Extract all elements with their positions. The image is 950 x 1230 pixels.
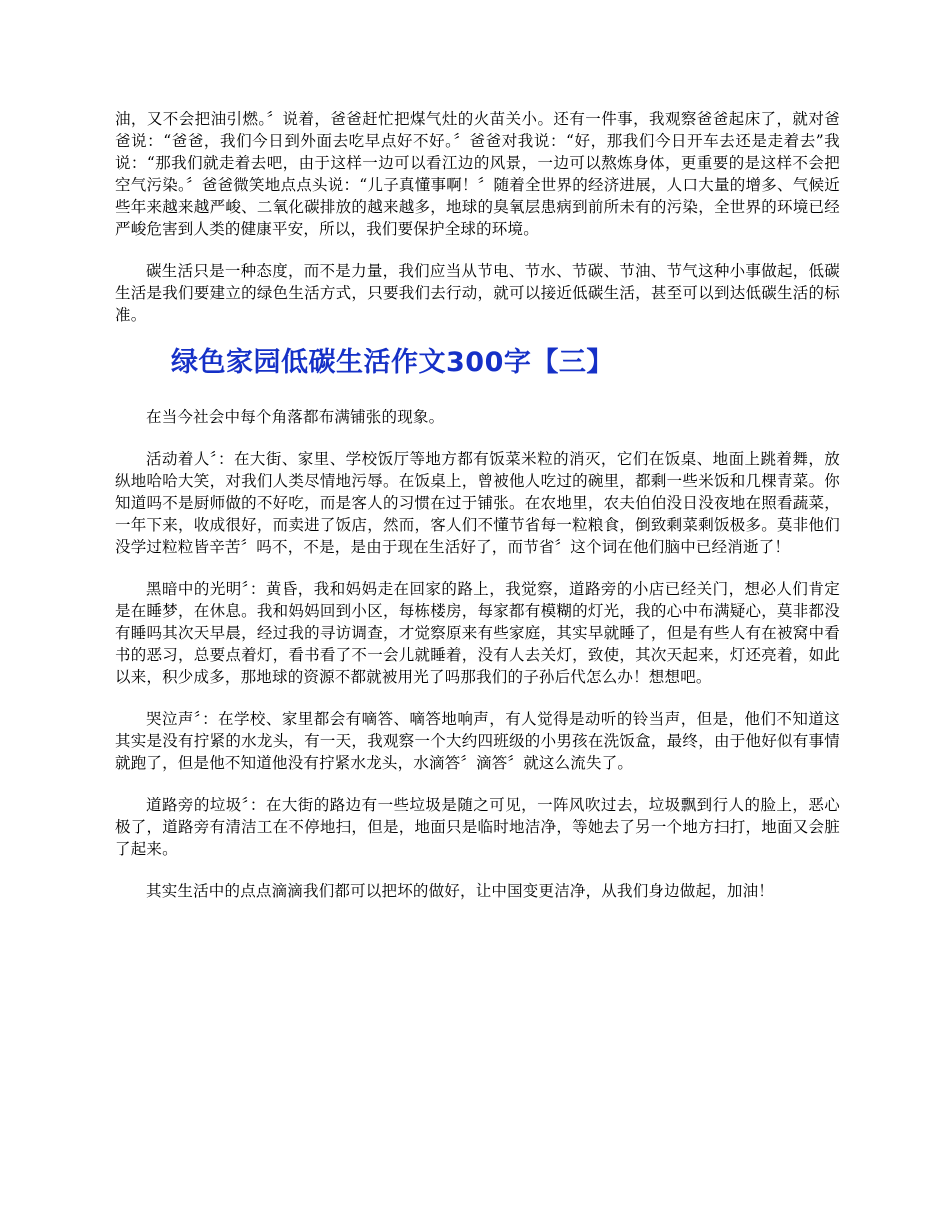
paragraph-food-waste: 活动着人〞：在大街、家里、学校饭厅等地方都有饭菜米粒的消灭，它们在饭桌、地面上跳着舞，放纵地哈哈大笑，对我们人类尽情地污辱。在饭桌上，曾被他人吃过的碗里，都剩一些米饭和几棵青菜。你知道吗不是厨师做的不好吃，而是客人的习惯在过于铺张。在农地里，农夫伯伯没日没夜地在照看蔬菜，一年下来，收成很好，而卖进了饭店，然而，客人们不懂节省每一粒粮食，倒致剩菜剩饭极多。莫非他们没学过粒粒皆辛苦〞吗不，不是，是由于现在生活好了，而节省〞这个词在他们脑中已经消逝了！ bbox=[115, 450, 840, 556]
paragraph-lights-waste: 黑暗中的光明〞：黄昏，我和妈妈走在回家的路上，我觉察，道路旁的小店已经关门，想必人们肯定是在睡梦，在休息。我和妈妈回到小区，每栋楼房，每家都有模糊的灯光，我的心中布满疑心，莫非都没有睡吗其次天早晨，经过我的寻访调查，才觉察原来有些家庭，其实早就睡了，但是有些人有在被窝中看书的恶习，总要点着灯，看书看了不一会儿就睡着，没有人去关灯，致使，其次天起来，灯还亮着，如此以来，积少成多，那地球的资源不都就被用光了吗那我们的子孙后代怎么办！想想吧。 bbox=[115, 580, 840, 686]
paragraph-continuation: 油，又不会把油引燃。〞说着，爸爸赶忙把煤气灶的火苗关小。还有一件事，我观察爸爸起床了，就对爸爸说：“爸爸，我们今日到外面去吃早点好不好。〞爸爸对我说：“好，那我们今日开车去还是走着去”我说：“那我们就走着去吧，由于这样一边可以看江边的风景，一边可以熬炼身体，更重要的是这样不会把空气污染。〞爸爸微笑地点点头说：“儿子真懂事啊！〞随着全世界的经济进展，人口大量的增多、气候近些年来越来越严峻、二氧化碳排放的越来越多，地球的臭氧层患病到前所未有的污染，全世界的环境已经严峻危害到人类的健康平安，所以，我们要保护全球的环境。 bbox=[115, 110, 840, 238]
paragraph-conclusion: 其实生活中的点点滴滴我们都可以把坏的做好，让中国变更洁净，从我们身边做起，加油！ bbox=[146, 882, 775, 900]
paragraph-roadside-garbage: 道路旁的垃圾〞：在大街的路边有一些垃圾是随之可见，一阵风吹过去，垃圾飘到行人的脸上，恶心极了，道路旁有清洁工在不停地扫，但是，地面只是临时地洁净，等她去了另一个地方扫打，地面又会脏了起来。 bbox=[115, 796, 840, 858]
document-page bbox=[115, 108, 840, 922]
paragraph-low-carbon-attitude: 碳生活只是一种态度，而不是力量，我们应当从节电、节水、节碳、节油、节气这种小事做起，低碳生活是我们要建立的绿色生活方式，只要我们去行动，就可以接近低碳生活，甚至可以到达低碳生活的标准。 bbox=[115, 262, 840, 324]
section-title: 绿色家园低碳生活作文300字【三】 bbox=[171, 347, 614, 378]
paragraph-intro: 在当今社会中每个角落都布满铺张的现象。 bbox=[146, 408, 445, 426]
paragraph-water-waste: 哭泣声〞：在学校、家里都会有嘀答、嘀答地响声，有人觉得是动听的铃当声，但是，他们不知道这其实是没有拧紧的水龙头，有一天，我观察一个大约四班级的小男孩在洗饭盒，最终，由于他好似有事情就跑了，但是他不知道他没有拧紧水龙头，水滴答〞滴答〞就这么流失了。 bbox=[115, 710, 840, 772]
